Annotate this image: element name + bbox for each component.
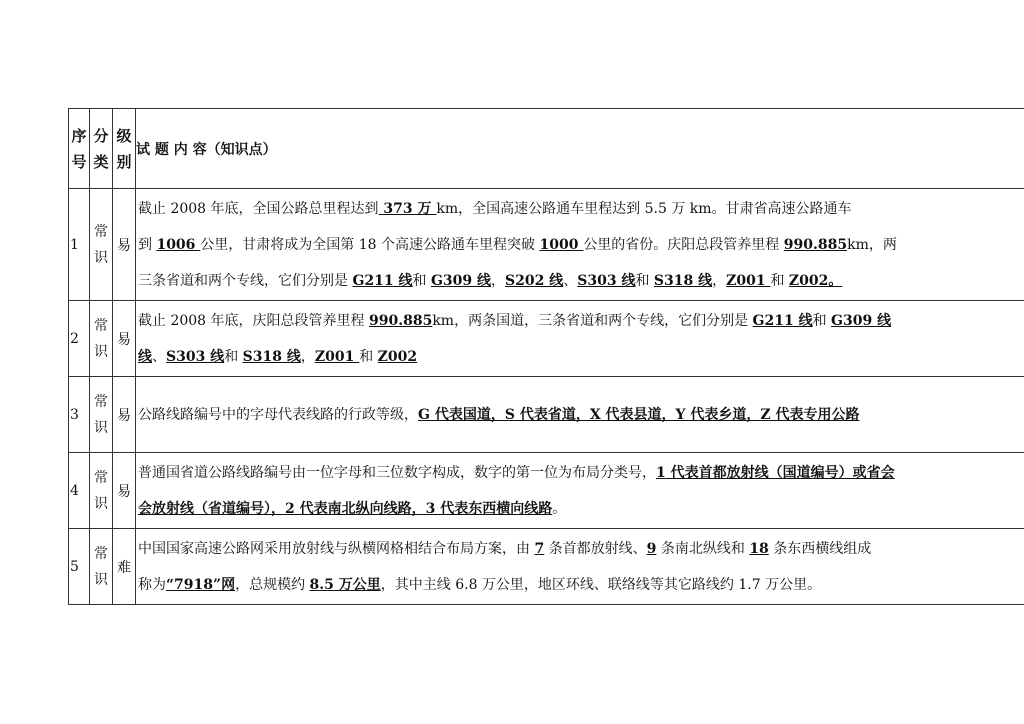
answer-keyword: 线 bbox=[138, 348, 152, 365]
answer-keyword: S303 线 bbox=[577, 272, 636, 289]
row-category bbox=[90, 453, 113, 529]
answer-keyword: 7 bbox=[534, 540, 545, 557]
question-row bbox=[69, 301, 1024, 377]
answer-keyword: 373 万 bbox=[378, 200, 437, 217]
question-text: ，总规模约 bbox=[235, 576, 310, 593]
question-text: 三条省道和两个专线，它们分别是 bbox=[138, 272, 353, 289]
row-category-char: 常 bbox=[94, 469, 108, 486]
row-question-content bbox=[136, 453, 1024, 529]
row-number: 5 bbox=[69, 529, 90, 605]
header-level-char-2: 别 bbox=[116, 152, 132, 171]
answer-keyword: 会放射线（省道编号），2 代表南北纵向线路，3 代表东西横向线路 bbox=[138, 500, 553, 517]
answer-keyword: G211 线 bbox=[752, 312, 813, 329]
question-text: 普通国省道公路线路编号由一位字母和三位数字构成，数字的第一位为布局分类号， bbox=[138, 464, 656, 481]
answer-keyword: 9 bbox=[646, 540, 657, 557]
header-category-char-1: 分 bbox=[93, 126, 109, 145]
answer-keyword: S202 线 bbox=[505, 272, 564, 289]
row-category-char: 常 bbox=[94, 545, 108, 562]
question-text: km，全国高速公路通车里程达到 5.5 万 km。甘肃省高速公路通车 bbox=[436, 200, 852, 217]
row-category-char: 识 bbox=[94, 249, 108, 266]
header-content-title: 试 题 内 容（知识点） bbox=[136, 109, 1024, 189]
content-line bbox=[138, 397, 1024, 433]
question-text: 公里，甘肃将成为全国第 18 个高速公路通车里程突破 bbox=[200, 236, 540, 253]
answer-keyword: “7918”网 bbox=[166, 576, 236, 593]
answer-keyword: 990.885 bbox=[783, 236, 848, 253]
row-category-char: 常 bbox=[94, 393, 108, 410]
header-category-char-2: 类 bbox=[93, 152, 109, 171]
header-no-cell bbox=[69, 109, 90, 189]
content-line bbox=[138, 491, 1024, 527]
answer-keyword: 18 bbox=[749, 540, 769, 557]
answer-keyword: 1 代表首都放射线（国道编号）或省会 bbox=[656, 464, 895, 481]
header-level-char-1: 级 bbox=[116, 126, 132, 145]
question-text: 和 bbox=[412, 272, 431, 289]
question-text: 条首都放射线、 bbox=[544, 540, 647, 557]
header-level-cell bbox=[113, 109, 136, 189]
row-category-char: 常 bbox=[94, 317, 108, 334]
answer-keyword: S318 线 bbox=[653, 272, 713, 289]
answer-keyword: S318 线 bbox=[242, 348, 301, 365]
question-row bbox=[69, 529, 1024, 605]
question-text: 中国国家高速公路网采用放射线与纵横网格相结合布局方案，由 bbox=[138, 540, 535, 557]
question-text: ， bbox=[712, 272, 727, 289]
answer-keyword: Z002 bbox=[377, 348, 418, 365]
row-category-char: 常 bbox=[94, 223, 108, 240]
row-difficulty: 易 bbox=[113, 453, 136, 529]
content-line bbox=[138, 567, 1024, 603]
row-number: 3 bbox=[69, 377, 90, 453]
question-text: km，两条国道，三条省道和两个专线，它们分别是 bbox=[432, 312, 753, 329]
row-number: 2 bbox=[69, 301, 90, 377]
question-text: 截止 2008 年底，庆阳总段管养里程 bbox=[138, 312, 369, 329]
answer-keyword: Z002。 bbox=[788, 272, 843, 289]
header-no-char-2: 号 bbox=[71, 152, 87, 171]
question-text: 和 bbox=[635, 272, 654, 289]
content-line bbox=[138, 531, 1024, 567]
exam-question-table bbox=[68, 108, 1024, 605]
question-text: 截止 2008 年底，全国公路总里程达到 bbox=[138, 200, 379, 217]
answer-keyword: 990.885 bbox=[368, 312, 433, 329]
row-category bbox=[90, 189, 113, 301]
content-line bbox=[138, 263, 1024, 299]
content-line bbox=[138, 191, 1024, 227]
content-line bbox=[138, 303, 1024, 339]
answer-keyword: 1006 bbox=[156, 236, 201, 253]
row-number: 4 bbox=[69, 453, 90, 529]
row-question-content bbox=[136, 301, 1024, 377]
question-text: 条东西横线组成 bbox=[768, 540, 872, 557]
question-text: 公里的省份。庆阳总段管养里程 bbox=[583, 236, 784, 253]
row-category bbox=[90, 301, 113, 377]
question-text: 公路线路编号中的字母代表线路的行政等级， bbox=[138, 406, 418, 423]
row-category bbox=[90, 529, 113, 605]
question-text: 和 bbox=[359, 348, 378, 365]
question-text: ，其中主线 6.8 万公里，地区环线、联络线等其它路线约 1.7 万公里。 bbox=[380, 576, 822, 593]
row-question-content bbox=[136, 529, 1024, 605]
row-question-content bbox=[136, 189, 1024, 301]
row-number: 1 bbox=[69, 189, 90, 301]
question-text: km，两 bbox=[847, 236, 897, 253]
row-difficulty: 易 bbox=[113, 189, 136, 301]
question-text: 条南北纵线和 bbox=[656, 540, 750, 557]
question-text: ， bbox=[300, 348, 315, 365]
answer-keyword: G309 线 bbox=[430, 272, 492, 289]
question-text: 。 bbox=[552, 500, 567, 517]
question-text: ， bbox=[491, 272, 506, 289]
content-line bbox=[138, 339, 1024, 375]
header-category-cell bbox=[90, 109, 113, 189]
answer-keyword: G211 线 bbox=[352, 272, 413, 289]
row-difficulty: 难 bbox=[113, 529, 136, 605]
content-line bbox=[138, 455, 1024, 491]
question-text: 和 bbox=[770, 272, 789, 289]
header-no-char-1: 序 bbox=[71, 126, 87, 145]
question-text: 、 bbox=[563, 272, 578, 289]
answer-keyword: G 代表国道，S 代表省道，X 代表县道，Y 代表乡道，Z 代表专用公路 bbox=[418, 406, 860, 423]
row-category bbox=[90, 377, 113, 453]
row-category-char: 识 bbox=[94, 571, 108, 588]
answer-keyword: G309 线 bbox=[831, 312, 892, 329]
answer-keyword: 1000 bbox=[539, 236, 584, 253]
answer-keyword: 8.5 万公里 bbox=[309, 576, 381, 593]
question-text: 到 bbox=[138, 236, 157, 253]
row-question-content bbox=[136, 377, 1024, 453]
answer-keyword: S303 线 bbox=[166, 348, 225, 365]
question-text: 、 bbox=[152, 348, 166, 365]
row-difficulty: 易 bbox=[113, 301, 136, 377]
row-category-char: 识 bbox=[94, 343, 108, 360]
question-text: 和 bbox=[812, 312, 832, 329]
row-difficulty: 易 bbox=[113, 377, 136, 453]
question-text: 称为 bbox=[138, 576, 166, 593]
row-category-char: 识 bbox=[94, 419, 108, 436]
question-row bbox=[69, 453, 1024, 529]
question-row bbox=[69, 189, 1024, 301]
answer-keyword: Z001 bbox=[314, 348, 360, 365]
question-row bbox=[69, 377, 1024, 453]
question-text: 和 bbox=[224, 348, 243, 365]
row-category-char: 识 bbox=[94, 495, 108, 512]
header-row bbox=[69, 109, 1024, 189]
answer-keyword: Z001 bbox=[726, 272, 771, 289]
content-line bbox=[138, 227, 1024, 263]
